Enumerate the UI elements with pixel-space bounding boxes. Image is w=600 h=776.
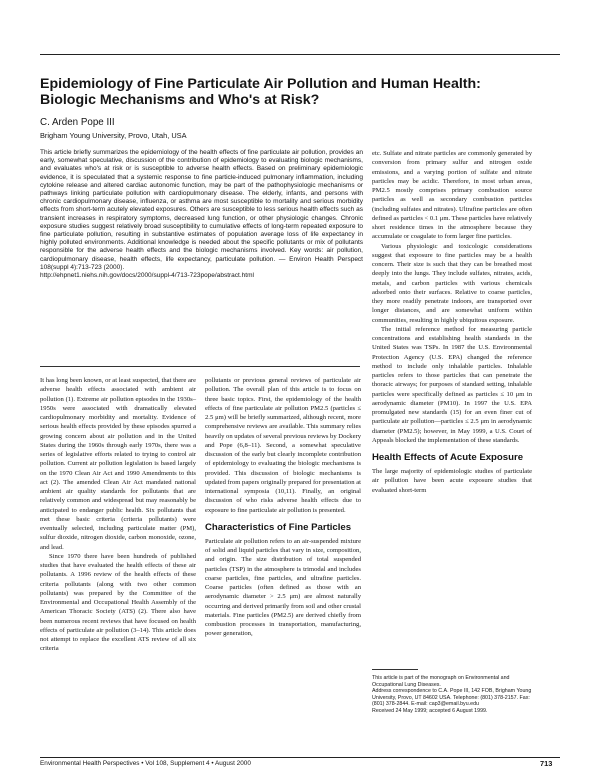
page-number: 713 [540,759,553,768]
author-affiliation: Brigham Young University, Provo, Utah, USA [40,131,187,140]
footnote-monograph: This article is part of the monograph on Environmental and Occupational Lung Diseases. [372,675,510,688]
footnote [372,675,532,715]
footnote-received: Received 24 May 1999; accepted 6 August 1999. [372,707,488,714]
abstract-text: This article briefly summarizes the epidemiology of the health effects of fine particulate air pollution, provides an early, somewhat speculative, discussion of the contribution of epidemiology to evaluating biologic mechanisms, and evaluates who's at risk or is susceptible to adverse health effects. Based on preliminary epidemiologic evidence, it is speculated that a systemic response to fine particle-induced pulmonary inflammation, including cytokine release and altered cardiac autonomic function, may be part of the pathophysiologic mechanisms or pathways linking particulate pollution with cardiopulmonary disease. The elderly, infants, and persons with chronic cardiopulmonary disease, influenza, or asthma are most susceptible to mortality and serious morbidity effects from short-term acutely elevated exposures. Others are susceptible to less serious health effects such as transient increases in respiratory symptoms, decreased lung function, or other physiologic changes. Chronic exposure studies suggest relatively broad susceptibility to cumulative effects of long-term repeated exposure to fine particulate pollution, resulting in substantive estimates of population average loss of life expectancy in highly polluted environments. Additional knowledge is needed about the specific pollutants or mix of pollutants responsible for the adverse health effects and the biologic mechanisms involved. Key words: air pollution, cardiopulmonary disease, health effects, life expectancy, particulate pollution. — Environ Health Perspect 108(suppl 4):713-723 (2000). [40,149,363,271]
body-paragraph: Particulate air pollution refers to an air-suspended mixture of solid and liquid particles that vary in size, composition, and origin. The size distribution of total suspended particles (TSP) in the atmosphere is trimodal and includes coarse particles, fine particles, and ultrafine particles. Coarse particles (often defined as those with an aerodynamic diameter > 2.5 μm) are almost naturally occurring and derived primarily from soil and other crustal materials. Fine particles (PM2.5) are derived chiefly from combustion processes in transportation, manufacturing, power generation, [205,537,361,638]
abstract [40,149,363,280]
body-paragraph: Various physiologic and toxicologic considerations suggest that exposure to fine particles may be a health concern. Their size is such that they can be breathed most deeply into the lungs. They include sulfates, nitrates, acids, metals, and carbon particles with various chemicals adsorbed onto their surfaces. Relative to coarse particles, they more readily penetrate indoors, are transported over longer distances, and are somewhat uniform within communities, resulting in highly ubiquitous exposure. [372,242,532,324]
section-heading-acute-exposure: Health Effects of Acute Exposure [372,452,524,463]
header-rule [40,54,560,55]
article-title: Epidemiology of Fine Particulate Air Pollution and Human Health: Biologic Mechanisms and Who's at Risk? [40,76,481,108]
body-paragraph: The large majority of epidemiologic studies of particulate air pollution have been acute exposure studies that evaluated short-term [372,468,532,494]
journal-citation: Environmental Health Perspectives • Vol 108, Supplement 4 • August 2000 [40,760,251,767]
footer-rule [40,757,560,758]
body-paragraph: The initial reference method for measuring particle concentrations and establishing health standards in the United States was TSPs. In 1987 the U.S. Environmental Protection Agency (U.S. EPA) changed the reference method to include only inhalable particles. Inhalable particles refers to those particles that can penetrate the thoracic airways; for purposes of standard setting, inhalable particles were specifically defined as particles ≤ 10 μm in aerodynamic diameter (PM10). In 1997 the U.S. EPA promulgated new standards (15) for an even finer cut of particulate air pollution—particles ≤ 2.5 μm in aerodynamic diameter (PM2.5); however, in May 1999, a U.S. Court of Appeals blocked the implementation of these standards. [372,325,532,444]
abstract-divider [40,366,360,367]
body-column-left [40,376,196,654]
body-paragraph: pollutants or previous general reviews of particulate air pollution. The overall plan of this article is to focus on three basic topics. First, the epidemiology of the health effects of fine particulate air pollution PM2.5 (particles ≤ 2.5 μm) will be briefly summarized, although recent, more comprehensive reviews are available. This summary relies heavily on updates of several previous reviews by Dockery and Pope (6,8–11). Second, a somewhat speculative discussion of the early but clearly incomplete contribution of epidemiology to evaluating the biologic mechanisms is provided. This discussion of biologic mechanisms is updated from papers originally prepared for presentation at international symposia (10,11). Finally, an original discussion of who risks adverse health effects due to exposure to fine particulate air pollution is presented. [205,377,362,514]
body-paragraph: etc. Sulfate and nitrate particles are commonly generated by conversion from primary sulfur and nitrogen oxide emissions, and a varying portion of sulfate and nitrate particles may be acidic. Therefore, in most urban areas, PM2.5 mostly comprises primary combustion source particles as well as secondary combustion particles (including sulfates and nitrates). Ultrafine particles are often defined as particles < 0.1 μm. These particles have relatively short residence times in the atmosphere because they accumulate or coagulate to form larger fine particles. [372,150,533,241]
body-paragraph: It has long been known, or at least suspected, that there are adverse health effects associated with ambient air pollution (1). Extreme air pollution episodes in the 1930s–1950s were associated with dramatically elevated cardiopulmonary morbidity and mortality. Evidence of serious health effects provided by these episodes spurred a growing concern about air pollution and in the United States during the 1960s through early 1970s, there was a series of legislative efforts related to trying to control air pollution. Current air pollution legislation is based largely on the 1970 Clean Air Act and 1990 Amendments to this act (2). The amended Clean Air Act mandated national ambient air quality standards for pollutants that are relatively common and widespread but may reasonably be anticipated to endanger public health. Six pollutants that met these basic criteria (criteria pollutants) were eventually selected, including particulate matter (PM), sulfur dioxide, nitrogen dioxide, carbon monoxide, ozone, and lead. [40,377,196,551]
footnote-divider [372,669,418,670]
body-column-right [372,149,532,495]
section-heading-characteristics: Characteristics of Fine Particles [205,521,352,533]
abstract-url[interactable]: http://ehpnet1.niehs.nih.gov/docs/2000/suppl-4/713-723pope/abstract.html [40,272,254,280]
author-name: C. Arden Pope III [40,117,115,128]
footnote-correspondence: Address correspondence to C.A. Pope III, 142 FOB, Brigham Young University, Provo, UT 84602 USA. Telephone: (801) 378-2157. Fax: (801) 378-2844. E-mail: cap3@email.byu.edu [372,688,532,708]
body-paragraph: Since 1970 there have been hundreds of published studies that have evaluated the health effects of these air pollutants. A 1996 review of the health effects of these criteria pollutants (along with two other common pollutants) was prepared by the Committee of the Environmental and Occupational Health Assembly of the American Thoracic Society (ATS) (2). There also have been numerous recent reviews that have focused on health effects of particulate air pollution (3–14). This article does not attempt to replace the excellent ATS review of all six criteria [40,552,196,653]
body-column-middle [205,376,361,639]
